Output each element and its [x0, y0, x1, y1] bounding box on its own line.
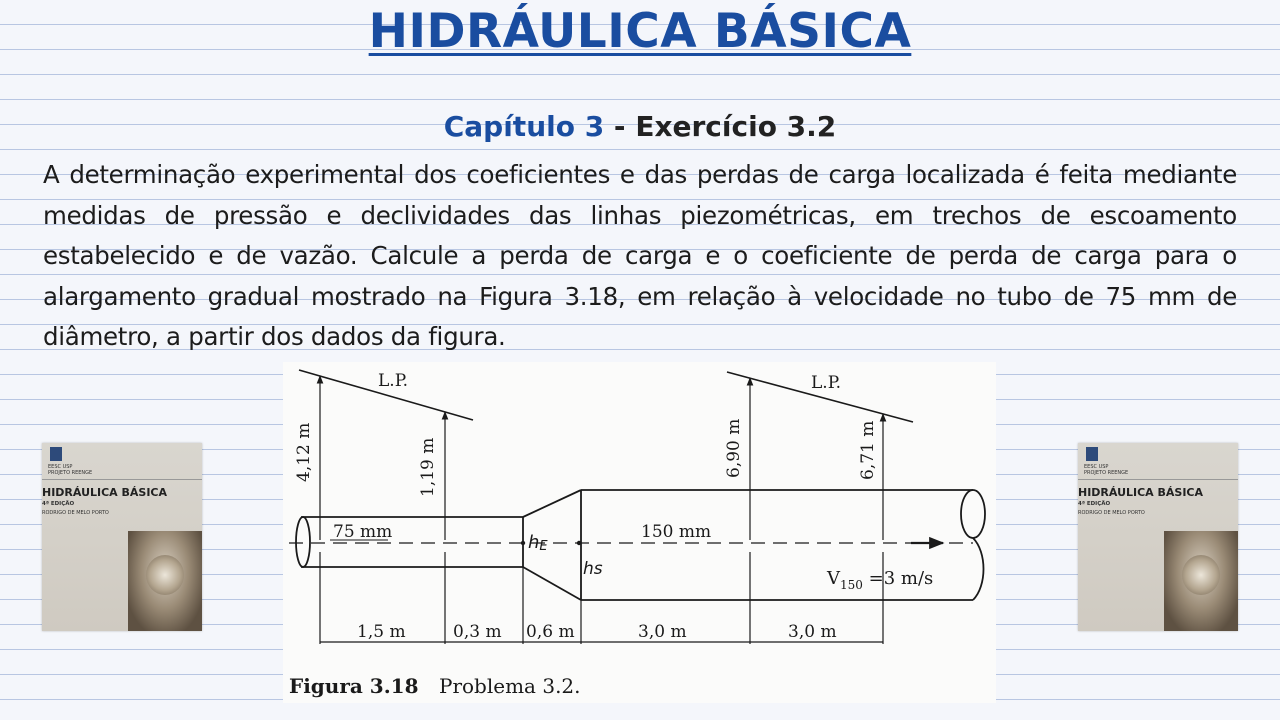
book-publisher: EESC USP PROJETO REENGE	[48, 464, 93, 476]
chapter-heading	[0, 110, 1280, 143]
book-title: HIDRÁULICA BÁSICA	[42, 486, 168, 499]
dim-4: 3,0 m	[638, 622, 687, 642]
lp-right-label: L.P.	[811, 373, 842, 393]
book-edition: 4ª EDIÇÃO	[1078, 501, 1111, 507]
book-publisher: EESC USP PROJETO REENGE	[1084, 464, 1129, 476]
publisher-logo-icon	[1086, 447, 1098, 461]
height-right-point: 6,71 m	[858, 420, 878, 480]
dim-3: 0,6 m	[526, 622, 575, 642]
chapter-label: Capítulo 3	[443, 110, 605, 143]
book-edition: 4ª EDIÇÃO	[42, 501, 75, 507]
dim-1: 1,5 m	[357, 622, 406, 642]
figure-caption-text: Problema 3.2.	[439, 674, 581, 698]
book-cover-photo	[1164, 531, 1238, 631]
height-right-total: 6,90 m	[724, 418, 744, 478]
book-cover-left	[42, 443, 202, 631]
height-left-total: 4,12 m	[294, 422, 314, 482]
problem-statement: A determinação experimental dos coeficientes e das perdas de carga localizada é feita mediante medidas de pressão e declividades das linhas piezométricas, em trechos de escoamento estabelecido e de vazão. Calcule a perda de carga e o coeficiente de perda de carga para o alargamento gradual mostrado na Figura 3.18, em relação à velocidade no tubo de 75 mm de diâmetro, a partir dos dados da figura.	[43, 160, 1237, 351]
book-author: RODRIGO DE MELO PORTO	[1078, 510, 1145, 516]
diameter-large-label: 150 mm	[641, 522, 712, 542]
exercise-label: Exercício 3.2	[635, 110, 837, 143]
publisher-logo-icon	[50, 447, 62, 461]
book-cover-photo	[128, 531, 202, 631]
dim-5: 3,0 m	[788, 622, 837, 642]
hs-annotation: hs	[583, 559, 603, 579]
figure-caption-label: Figura 3.18	[289, 674, 419, 698]
length-labels	[357, 622, 837, 642]
velocity-label: $V_{150} =3$ m/s	[827, 568, 934, 592]
book-title: HIDRÁULICA BÁSICA	[1078, 486, 1204, 499]
diameter-small-label: 75 mm	[333, 522, 393, 542]
book-cover-right	[1078, 443, 1238, 631]
heading-separator: -	[604, 110, 636, 143]
lp-left-label: L.P.	[378, 371, 409, 391]
height-left-point: 1,19 m	[418, 437, 438, 497]
page-title: HIDRÁULICA BÁSICA	[368, 4, 912, 59]
dim-2: 0,3 m	[453, 622, 502, 642]
book-author: RODRIGO DE MELO PORTO	[42, 510, 109, 516]
figure-3-18	[283, 362, 996, 703]
he-annotation: hE	[528, 532, 548, 554]
